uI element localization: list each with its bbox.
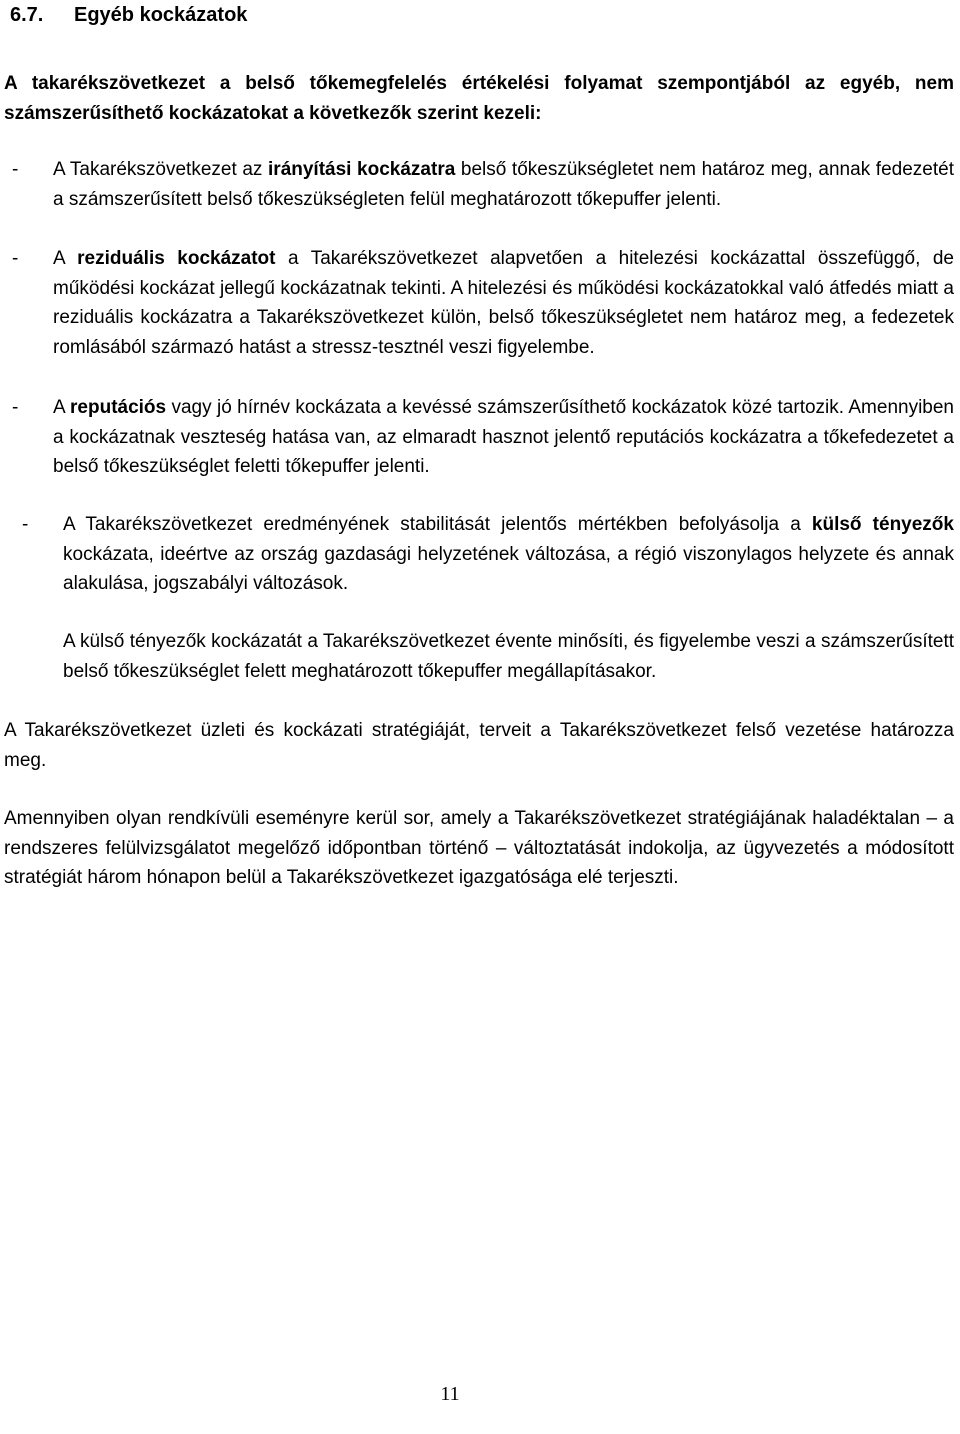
list-dash: - (12, 397, 19, 418)
list-item-residual-risk (8, 244, 954, 362)
page-number: 11 (440, 1383, 460, 1405)
external-risk-followup: A külső tényezők kockázatát a Takarékszövetkezet évente minősíti, és figyelembe veszi a számszerűsített belső tőkeszükséglet felett meghatározott tőkepuffer megállapításakor. (63, 631, 954, 682)
list-item-reputation-risk (8, 393, 954, 482)
list-item-text: A reziduális kockázatot a Takarékszövetkezet alapvetően a hitelezési kockázattal összefüggő, de működési kockázat jellegű kockázatnak tekinti. A hitelezési és működési kockázatokkal való átfedés miatt a reziduális kockázatra a Takarékszövetkezet külön, belső tőkeszükségletet nem határoz meg, a fedezetek romlásából származó hatást a stressz-tesztnél veszi figyelembe. (53, 248, 955, 358)
section-heading (10, 2, 247, 28)
bold-term: reziduális kockázatot (77, 248, 276, 269)
list-dash: - (22, 514, 29, 535)
list-dash: - (12, 159, 19, 180)
bold-term: irányítási kockázatra (268, 159, 456, 180)
list-item-text: A Takarékszövetkezet eredményének stabilitását jelentős mértékben befolyásolja a külső tényezők kockázata, ideértve az ország gazdasági helyzetének változása, a régió viszonylagos helyzete és annak alakulása, jogszabályi változások. (63, 514, 954, 594)
list-item-external-risk (18, 510, 954, 599)
list-item-text: A Takarékszövetkezet az irányítási kockázatra belső tőkeszükségletet nem határoz meg, annak fedezetét a számszerűsített belső tőkeszükségleten felül meghatározott tőkepuffer jelenti. (53, 159, 954, 210)
list-item-governance-risk (8, 155, 954, 214)
bold-term: külső tényezők (811, 514, 954, 535)
strategy-paragraph: A Takarékszövetkezet üzleti és kockázati stratégiáját, terveit a Takarékszövetkezet felső vezetése határozza meg. (4, 720, 954, 771)
intro-paragraph: A takarékszövetkezet a belső tőkemegfelelés értékelési folyamat szempontjából az egyéb, nem számszerűsíthető kockázatokat a következők szerint kezeli: (4, 73, 954, 124)
section-title: Egyéb kockázatok (74, 4, 248, 26)
list-dash: - (12, 248, 19, 269)
bold-term: reputációs (70, 397, 167, 418)
section-number: 6.7. (10, 4, 44, 26)
list-item-text: A reputációs vagy jó hírnév kockázata a kevéssé számszerűsíthető kockázatok közé tartozik. Amennyiben a kockázatnak veszteség hatása van, az elmaradt hasznot jelentő reputációs kockázatra a tőkefedezetet a belső tőkeszükséglet feletti tőkepuffer jelenti. (53, 397, 955, 477)
extraordinary-event-paragraph: Amennyiben olyan rendkívüli eseményre kerül sor, amely a Takarékszövetkezet stratégiájának haladéktalan – a rendszeres felülvizsgálatot megelőző időpontban történő – változtatását indokolja, az ügyvezetés a módosított stratégiát három hónapon belül a Takarékszövetkezet igazgatósága elé terjeszti. (4, 808, 954, 888)
